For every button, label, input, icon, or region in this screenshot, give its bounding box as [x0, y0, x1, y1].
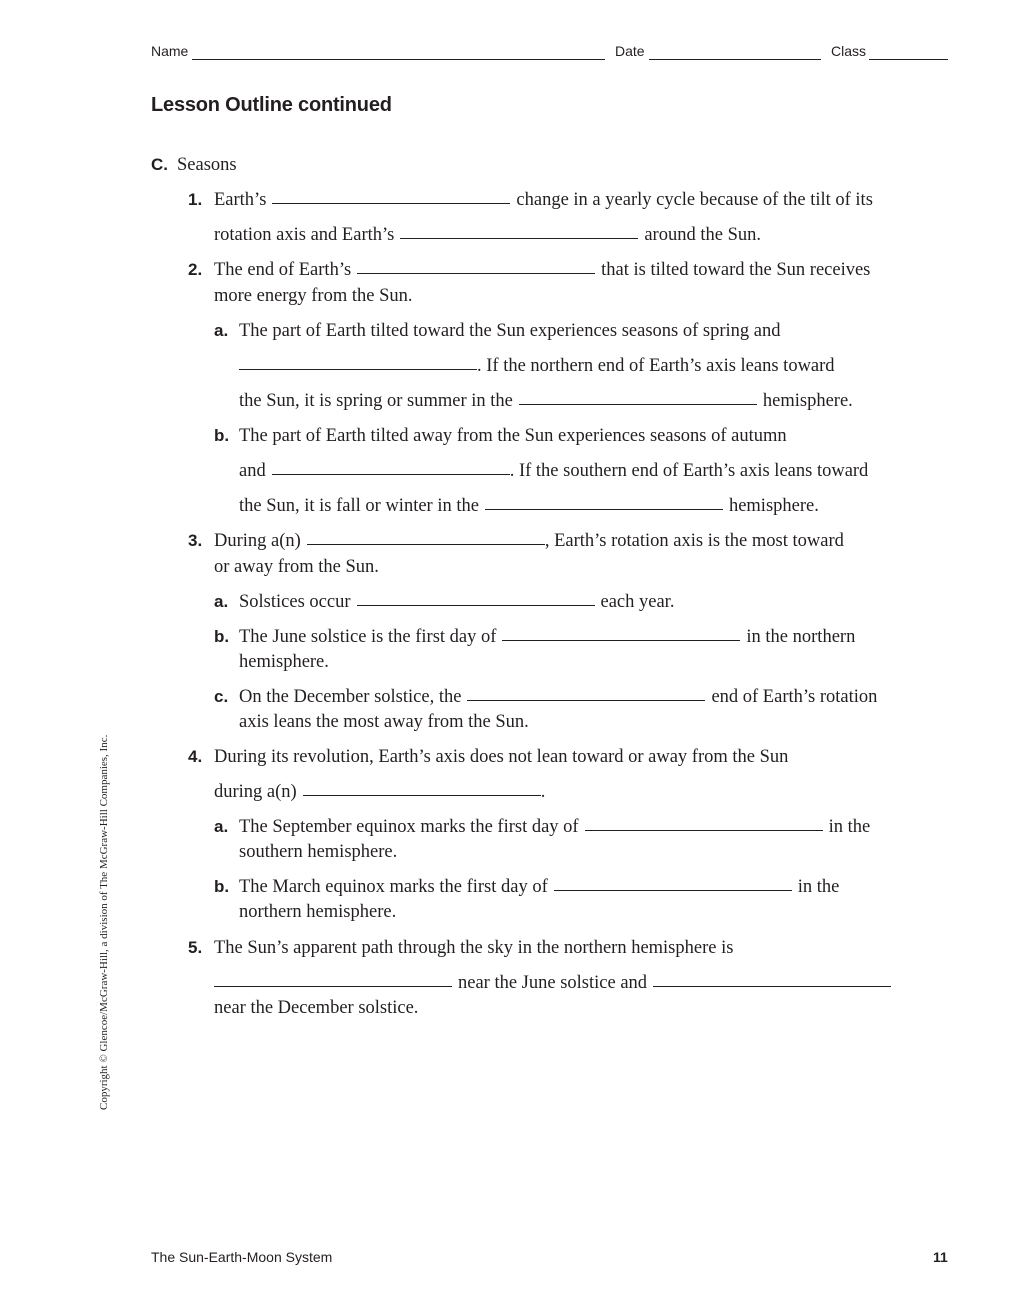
item-3c-line-1 — [239, 686, 877, 708]
item-1-line-2 — [214, 224, 761, 246]
item-number: 1. — [188, 190, 203, 209]
item-2b-line-1: The part of Earth tilted away from the Sun experiences seasons of autumn — [239, 426, 787, 446]
text: Solstices occur — [239, 592, 351, 612]
item-3c-line-2: axis leans the most away from the Sun. — [239, 712, 529, 732]
subitem-letter: c. — [214, 687, 229, 706]
text: The March equinox marks the first day of — [239, 877, 548, 897]
blank-field[interactable] — [357, 272, 595, 274]
text: . — [540, 782, 546, 802]
item-4-line-2 — [214, 781, 545, 803]
date-field[interactable] — [649, 59, 821, 60]
blank-field[interactable] — [519, 403, 757, 405]
blank-field[interactable] — [653, 985, 891, 987]
item-5-line-3: near the December solstice. — [214, 998, 419, 1018]
class-field[interactable] — [869, 59, 948, 60]
blank-field[interactable] — [485, 508, 723, 510]
text: around the Sun. — [644, 225, 761, 245]
text: in the northern — [746, 627, 856, 647]
subitem-letter: b. — [214, 877, 230, 896]
blank-field[interactable] — [357, 604, 595, 606]
text: the Sun, it is spring or summer in the — [239, 391, 513, 411]
text: During a(n) — [214, 531, 301, 551]
text: near the June solstice and — [458, 973, 648, 993]
section-title: Seasons — [177, 155, 237, 175]
text: change in a yearly cycle because of the tilt of its — [516, 190, 873, 210]
text: in the — [797, 877, 840, 897]
text: and — [239, 461, 266, 481]
subitem-letter: b. — [214, 426, 230, 445]
item-2a-line-1: The part of Earth tilted toward the Sun experiences seasons of spring and — [239, 321, 781, 341]
subitem-letter: a. — [214, 817, 229, 836]
item-4-line-1: During its revolution, Earth’s axis does not lean toward or away from the Sun — [214, 747, 789, 767]
text: in the — [828, 817, 871, 837]
item-number: 3. — [188, 531, 203, 550]
blank-field[interactable] — [467, 699, 705, 701]
item-2-line-2: more energy from the Sun. — [214, 286, 413, 306]
item-3b-line-2: hemisphere. — [239, 652, 329, 672]
blank-field[interactable] — [239, 368, 477, 370]
item-3a-line-1 — [239, 591, 674, 613]
name-field[interactable] — [192, 59, 605, 60]
item-number: 5. — [188, 938, 203, 957]
item-4a-line-1 — [239, 816, 870, 838]
text: that is tilted toward the Sun receives — [601, 260, 871, 280]
text: Earth’s — [214, 190, 267, 210]
blank-field[interactable] — [303, 794, 541, 796]
text: The September equinox marks the first day of — [239, 817, 579, 837]
text: the Sun, it is fall or winter in the — [239, 496, 479, 516]
item-5-line-2 — [214, 972, 897, 994]
item-2b-line-2 — [239, 460, 868, 482]
text: rotation axis and Earth’s — [214, 225, 395, 245]
text: end of Earth’s rotation — [711, 687, 878, 707]
text: hemisphere. — [728, 496, 819, 516]
item-1-line-1 — [214, 189, 873, 211]
text: . If the northern end of Earth’s axis leans toward — [477, 356, 835, 376]
section-letter: C. — [151, 155, 168, 174]
subitem-letter: a. — [214, 321, 229, 340]
text: each year. — [600, 592, 675, 612]
subitem-letter: b. — [214, 627, 230, 646]
item-5-line-1: The Sun’s apparent path through the sky in the northern hemisphere is — [214, 938, 734, 958]
blank-field[interactable] — [585, 829, 823, 831]
item-2a-line-2 — [239, 355, 835, 377]
item-2a-line-3 — [239, 390, 853, 412]
blank-field[interactable] — [502, 639, 740, 641]
blank-field[interactable] — [307, 543, 545, 545]
item-number: 2. — [188, 260, 203, 279]
text: , Earth’s rotation axis is the most toward — [544, 531, 844, 551]
copyright-notice: Copyright © Glencoe/McGraw-Hill, a division of The McGraw-Hill Companies, Inc. — [98, 734, 110, 1110]
item-3-line-2: or away from the Sun. — [214, 557, 379, 577]
item-2b-line-3 — [239, 495, 819, 517]
blank-field[interactable] — [214, 985, 452, 987]
blank-field[interactable] — [400, 237, 638, 239]
item-3-line-1 — [214, 530, 844, 552]
item-3b-line-1 — [239, 626, 855, 648]
text: during a(n) — [214, 782, 297, 802]
blank-field[interactable] — [272, 473, 510, 475]
page-title: Lesson Outline continued — [151, 94, 392, 116]
text: . If the southern end of Earth’s axis leans toward — [509, 461, 869, 481]
item-4b-line-1 — [239, 876, 839, 898]
item-4b-line-2: northern hemisphere. — [239, 902, 397, 922]
page-number: 11 — [933, 1249, 948, 1265]
blank-field[interactable] — [554, 889, 792, 891]
text: hemisphere. — [762, 391, 853, 411]
subitem-letter: a. — [214, 592, 229, 611]
date-label: Date — [615, 43, 645, 59]
item-number: 4. — [188, 747, 203, 766]
item-2-line-1 — [214, 259, 870, 281]
text: On the December solstice, the — [239, 687, 462, 707]
footer-book-title: The Sun-Earth-Moon System — [151, 1249, 333, 1265]
class-label: Class — [831, 43, 867, 59]
blank-field[interactable] — [272, 202, 510, 204]
item-4a-line-2: southern hemisphere. — [239, 842, 398, 862]
text: The June solstice is the first day of — [239, 627, 497, 647]
name-label: Name — [151, 43, 189, 59]
text: The end of Earth’s — [214, 260, 352, 280]
